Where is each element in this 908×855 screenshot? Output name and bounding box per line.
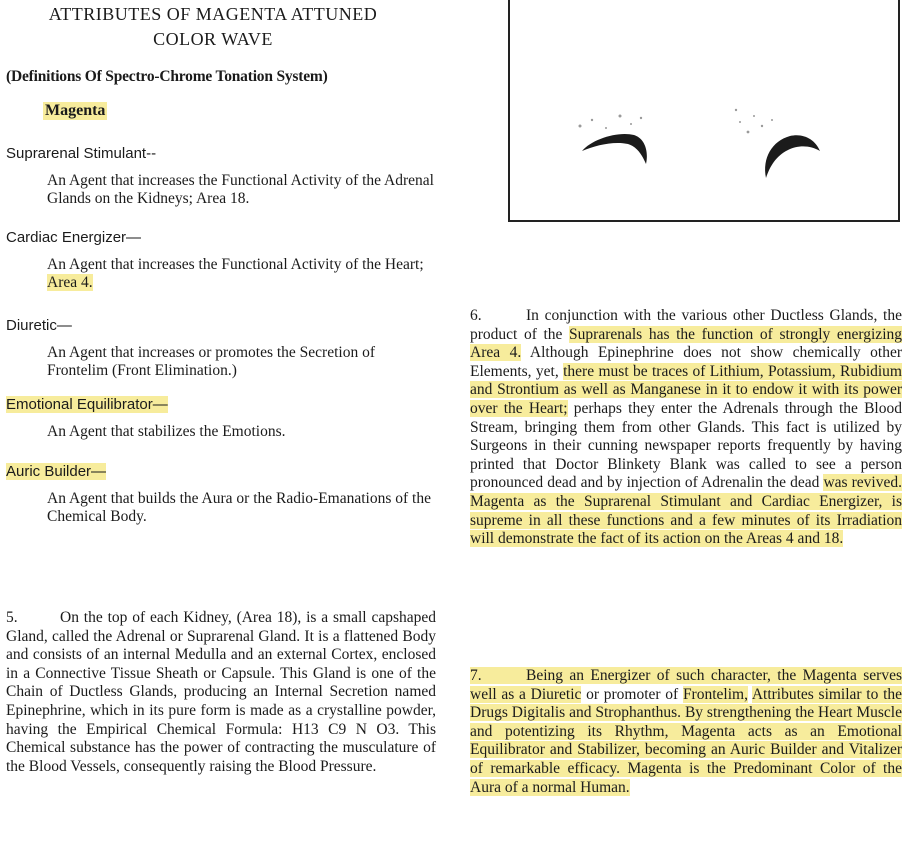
- attribute-term: Cardiac Energizer—: [6, 229, 142, 246]
- attribute-term: Diuretic—: [6, 317, 72, 334]
- figure-illustration: [508, 0, 900, 222]
- subtitle: (Definitions Of Spectro-Chrome Tonation System): [6, 68, 328, 85]
- attribute-definition: An Agent that stabilizes the Emotions.: [47, 423, 286, 440]
- attribute-entry: [6, 462, 438, 526]
- paragraph-number: 7.: [470, 667, 482, 684]
- attribute-definition: An Agent that increases the Functional Activity of the Adrenal Glands on the Kidneys; Area 18.: [47, 172, 434, 207]
- attribute-definition: An Agent that increases the Functional Activity of the Heart; Area 4.: [47, 256, 424, 291]
- left-gland-shape: [582, 134, 647, 164]
- attribute-definition: An Agent that builds the Aura or the Radio-Emanations of the Chemical Body.: [47, 490, 431, 525]
- left-column: [6, 2, 438, 526]
- adrenal-glands-sketch: [510, 0, 898, 220]
- paragraph-5: 5. On the top of each Kidney, (Area 18), is a small capshaped Gland, called the Adrenal or Suprarenal Gland. It is a flattened Body and consists of an internal Medulla and an external Cortex, enclosed in a Connective Tissue Sheath or Capsule. This Gland is one of the Chain of Ductless Glands, producing an Internal Secretion named Epinephrine, which in its pure form is made as a crystalline powder, having the Empirical Chemical Formula: H13 C9 N O3. This Chemical substance has the power of contracting the musculature of the Blood Vessels, consequently raising the Blood Pressure.: [6, 609, 436, 775]
- right-gland-shape: [765, 135, 820, 178]
- paragraph-number: 5.: [6, 609, 18, 626]
- attribute-term: Suprarenal Stimulant--: [6, 145, 157, 162]
- attribute-entry: [6, 144, 438, 208]
- attribute-entry: [6, 395, 438, 441]
- attribute-term: Emotional Equilibrator—: [6, 396, 168, 413]
- attribute-entry: [6, 228, 438, 292]
- color-name: Magenta: [45, 102, 106, 119]
- sketch-shading: [579, 109, 774, 134]
- paragraph-7: 7. Being an Energizer of such character, the Magenta serves well as a Diuretic or promoter of Frontelim, Attributes similar to the Drugs Digitalis and Strophanthus. By strengthening the Heart Muscle and potentizing its Rhythm, Magenta acts as an Emotional Equilibrator and Stabilizer, becoming an Auric Builder and Vitalizer of remarkable efficacy. Magenta is the Predominant Color of the Aura of a normal Human.: [470, 667, 903, 796]
- attribute-definition: An Agent that increases or promotes the Secretion of Frontelim (Front Elimination.): [47, 344, 375, 379]
- page-title: ATTRIBUTES OF MAGENTA ATTUNED COLOR WAVE: [48, 4, 378, 49]
- paragraph-number: 6.: [470, 307, 482, 324]
- attribute-entry: [6, 316, 438, 380]
- paragraph-6: 6. In conjunction with the various other Ductless Glands, the product of the Suprarenals has the function of strongly energizing Area 4. Although Epinephrine does not show chemically other Elements, yet, there must be traces of Lithium, Potassium, Rubidium and Strontium as well as Manganese in it to endow it with its power over the Heart; perhaps they enter the Adrenals through the Blood Stream, bringing them from other Glands. This fact is utilized by Surgeons in their cunning newspaper reports frequently by having printed that Doctor Blinkety Blank was called to see a person pronounced dead and by injection of Adrenalin the dead was revived. Magenta as the Suprarenal Stimulant and Cardiac Energizer, is supreme in all these functions and a few minutes of its Irradiation will demonstrate the fact of its action on the Areas 4 and 18.: [470, 307, 902, 548]
- attribute-term: Auric Builder—: [6, 463, 107, 480]
